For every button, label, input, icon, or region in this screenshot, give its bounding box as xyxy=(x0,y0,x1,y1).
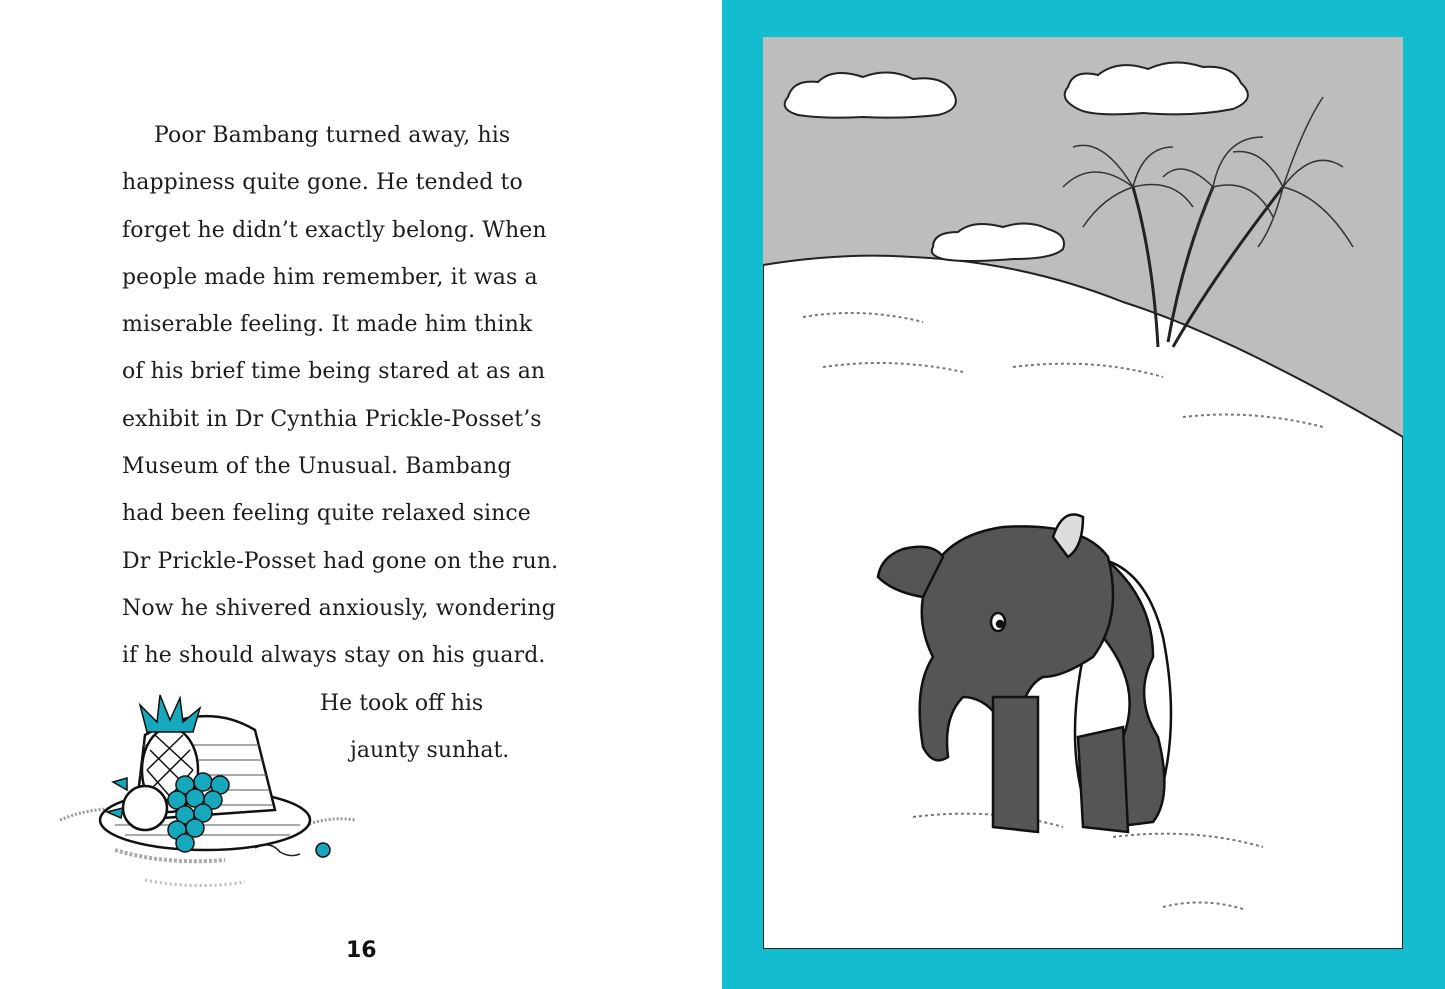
text-line: people made him remember, it was a xyxy=(122,264,538,290)
page-number: 16 xyxy=(346,938,377,963)
right-page-illustration-frame xyxy=(722,0,1445,989)
text-line: exhibit in Dr Cynthia Prickle-Posset’s xyxy=(122,406,542,432)
text-line: Poor Bambang turned away, his xyxy=(154,123,511,148)
text-line: had been feeling quite relaxed since xyxy=(122,501,531,527)
text-line: forget he didn’t exactly belong. When xyxy=(122,217,547,243)
tapir-illustration xyxy=(763,37,1403,949)
text-line: jaunty sunhat. xyxy=(350,738,510,763)
text-line: miserable feeling. It made him think xyxy=(122,312,533,338)
body-paragraph xyxy=(122,112,592,680)
text-line: Museum of the Unusual. Bambang xyxy=(122,454,512,480)
text-line: Now he shivered anxiously, wondering xyxy=(122,595,556,621)
text-line: happiness quite gone. He tended to xyxy=(122,170,523,196)
left-page xyxy=(0,0,722,989)
text-line: Dr Prickle-Posset had gone on the run. xyxy=(122,548,559,574)
text-line: if he should always stay on his guard. xyxy=(122,643,546,669)
text-line: of his brief time being stared at as an xyxy=(122,359,546,385)
sunhat-illustration xyxy=(55,690,365,900)
text-line: He took off his xyxy=(320,691,484,716)
